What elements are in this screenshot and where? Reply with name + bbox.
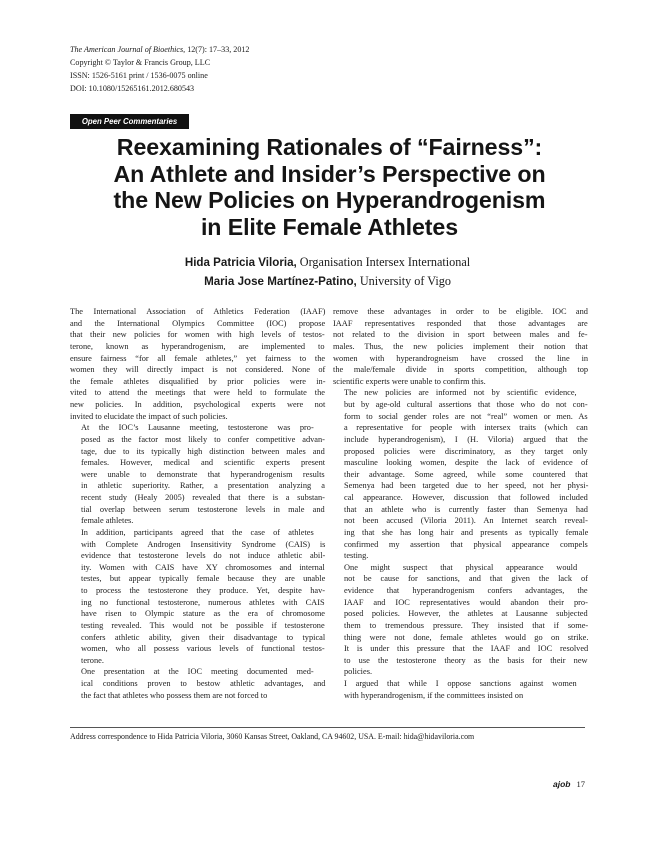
text-line: policies. xyxy=(344,667,373,677)
text-line: evidence that testosterone levels do not induce athletic abil- xyxy=(81,551,326,561)
journal-issue: , 12(7): 17–33, 2012 xyxy=(183,45,250,54)
text-line: not related to the division in sport between males and fe- xyxy=(333,330,588,340)
text-line: remove these advantages in order to be eligible. IOC and xyxy=(333,307,588,316)
text-line: ensure fairness “for all female athletes,” yet fairness to the xyxy=(70,353,326,363)
text-line: the male/female divide in sports competition, although top xyxy=(333,365,589,375)
text-line: in athletic superiority. Rather, a presentation analyzing a xyxy=(81,481,325,491)
text-line: the fact that athletes who possess them are not forced to xyxy=(81,690,268,700)
issn-line: ISSN: 1526-5161 print / 1536-0075 online xyxy=(70,71,208,81)
journal-abbrev: ajob xyxy=(553,779,571,789)
text-line: not be cause for sanctions, and that given the lack of xyxy=(344,574,588,584)
text-line: females. However, medical and scientific experts present xyxy=(81,458,326,468)
text-line: them to tremendous pressure. They insisted that if some- xyxy=(344,620,589,630)
title-line: the New Policies on Hyperandrogenism xyxy=(113,187,546,214)
doi-line: DOI: 10.1080/15265161.2012.680543 xyxy=(70,84,195,94)
text-line: Semenya had been targeted due to her speed, not her physi- xyxy=(344,481,589,491)
text-line: One presentation at the IOC meeting documented med- xyxy=(81,667,314,677)
correspondence-note: Address correspondence to Hida Patricia Viloria, 3060 Kansas Street, Oakland, CA 94602, USA. E-mail: hida@hidaviloria.com xyxy=(70,732,475,741)
text-line: women, who all possess various levels of functional testos- xyxy=(81,644,325,654)
text-line: terone. xyxy=(81,655,104,665)
text-line: that an athlete who is currently faster than Semenya had xyxy=(344,504,588,514)
page-footer xyxy=(553,779,585,789)
text-line: IAAF and IOC representatives would abandon their pro- xyxy=(344,597,588,607)
body-column-right xyxy=(333,306,588,701)
title-line: in Elite Female Athletes xyxy=(200,213,459,240)
text-line: vited to attend the meetings that were held to formulate the xyxy=(70,388,325,398)
author-list xyxy=(70,253,585,291)
journal-name: The American Journal of Bioethics xyxy=(70,45,184,54)
copyright-line: Copyright © Taylor & Francis Group, LLC xyxy=(70,58,211,68)
text-line: The new policies are informed not by scientific evidence, xyxy=(344,388,577,398)
text-line: not been accused (Viloria 2011). An Internet search reveal- xyxy=(344,516,588,526)
text-line: males. Thus, the new policies implement their notion that xyxy=(333,341,588,351)
text-line: women they will directly impact is not considered. None of xyxy=(70,365,326,375)
body-column-left xyxy=(70,306,325,701)
journal-header xyxy=(70,43,249,95)
text-line: testes, but appear typically female because they are unable xyxy=(81,574,326,584)
title-line: Reexamining Rationales of “Fairness”: xyxy=(116,134,543,160)
text-line: their advantage. Some agreed, while some countered that xyxy=(344,469,588,479)
text-line: terone, known as hyperandrogenism, are implemented to xyxy=(70,341,325,351)
text-line: women with hyperandrogneism have crossed the line in xyxy=(333,353,589,363)
text-line: evidence that hyperandrogenism confers advantages, the xyxy=(344,586,588,595)
paragraph xyxy=(70,527,325,667)
article-title xyxy=(66,134,593,240)
text-line: proposed policies were discriminatory, as they target only xyxy=(344,446,588,456)
text-line: cal appearance. However, discussion that followed included xyxy=(344,493,588,502)
text-line: posed as the factor most likely to confer competitive advan- xyxy=(81,434,325,444)
footnote-divider xyxy=(70,727,585,728)
text-line: ity. Women with CAIS have XY chromosomes and internal xyxy=(81,562,325,572)
text-line: with Complete Androgen Insensitivity Syndrome (CAIS) is xyxy=(81,539,326,549)
author-affiliation: Organisation Intersex International xyxy=(296,255,471,269)
text-line: confers athletic ability, given their disadvantage to typical xyxy=(81,632,326,642)
text-line: ical conditions proven to bestow athletic advantages, and xyxy=(81,679,326,688)
text-line: One might suspect that physical appearance would xyxy=(344,562,578,572)
author-name: Hida Patricia Viloria, xyxy=(184,256,297,269)
text-line: ing that she has long hair and presents as typically female xyxy=(344,527,589,537)
text-line: It is under this pressure that the IAAF and IOC resolved xyxy=(344,644,589,654)
text-line: At the IOC’s Lausanne meeting, testosterone was pro- xyxy=(81,423,314,433)
text-line: that their new policies for women with high levels of testos- xyxy=(70,330,325,340)
text-line: IAAF representatives responded that those advantages are xyxy=(333,318,588,328)
text-line: invited to elucidate the impact of such policies. xyxy=(70,411,228,421)
text-line: testing. xyxy=(344,551,369,561)
paragraph xyxy=(333,387,588,561)
text-line: a representative for people with intersex traits (which can xyxy=(344,423,588,433)
text-line: include hyperandrogenism), I (H. Viloria) argued that the xyxy=(344,434,588,444)
text-line: confirmed my assertion that physical appearance compels xyxy=(344,539,588,549)
paragraph xyxy=(70,666,325,701)
section-label: Open Peer Commentaries xyxy=(70,114,189,129)
text-line: ing no functional testosterone, numerous athletes with CAIS xyxy=(81,597,325,607)
journal-citation xyxy=(70,43,249,56)
author-affiliation: University of Vigo xyxy=(356,274,451,288)
text-line: were unable to demonstrate that hyperandrogenism results xyxy=(81,469,325,479)
text-line: scientific experts were unable to confirm this. xyxy=(333,376,486,386)
text-line: thing were not done, female athletes would go on strike. xyxy=(344,632,589,642)
title-line: An Athlete and Insider’s Perspective on xyxy=(113,160,546,187)
text-line: I argued that while I oppose sanctions against women xyxy=(344,679,577,688)
text-line: have risen to Olympic stature as the era of chromosome xyxy=(81,609,326,619)
text-line: to use the testosterone theory as the basis for their new xyxy=(344,655,588,665)
text-line: recent study (Healy 2005) revealed that there is a substan- xyxy=(81,493,325,502)
text-line: masculine looking women, despite the lack of evidence of xyxy=(344,458,588,468)
paragraph xyxy=(70,422,325,527)
author-name: Maria Jose Martínez-Patino, xyxy=(204,275,357,288)
paragraph xyxy=(70,306,325,422)
page-number: 17 xyxy=(576,779,585,789)
text-line: tial overlap between serum testosterone levels in male and xyxy=(81,504,325,514)
text-line: form to social gender roles are not “real” women or men. As xyxy=(344,411,588,421)
text-line: tage, due to its typically high distinction between males and xyxy=(81,446,325,456)
text-line: In addition, participants agreed that the case of athletes xyxy=(81,527,314,537)
text-line: posed policies. However, the athletes at Lausanne subjected xyxy=(344,609,588,619)
text-line: the female athletes disqualified by prior policies were in- xyxy=(70,376,326,386)
paragraph xyxy=(333,678,588,701)
text-line: with hyperandrogenism, if the committees insisted on xyxy=(344,690,524,700)
text-line: testing revealed. This would not be possible if testosterone xyxy=(81,620,325,630)
author-entry xyxy=(70,272,585,291)
text-line: The International Association of Athletics Federation (IAAF) xyxy=(70,307,326,316)
text-line: female athletes. xyxy=(81,516,134,526)
text-line: but by age-old cultural assertions that those who do not con- xyxy=(344,400,588,409)
paragraph xyxy=(333,306,588,387)
text-line: to process the testosterone they produce. Yet, despite hav- xyxy=(81,586,326,595)
text-line: and the International Olympics Committee (IOC) propose xyxy=(70,318,326,328)
paragraph xyxy=(333,562,588,678)
author-entry xyxy=(70,253,585,272)
text-line: new policies. In addition, psychological experts were not xyxy=(70,400,326,409)
